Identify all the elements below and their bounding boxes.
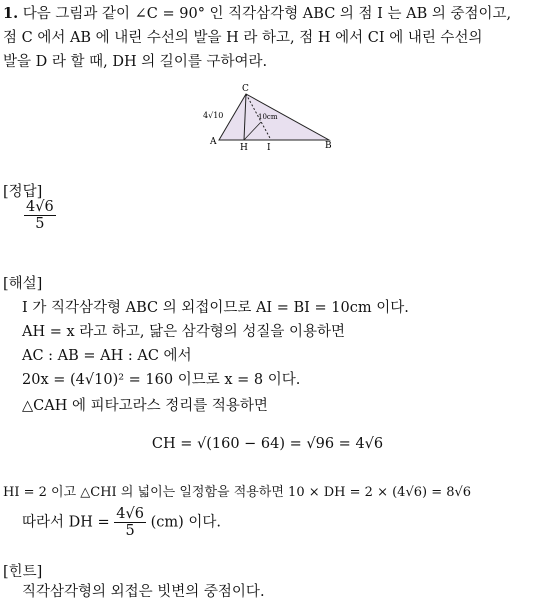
- explanation-line-3: AC : AB = AH : AC 에서: [22, 348, 192, 364]
- label-side-ac: 4√10: [203, 111, 224, 120]
- explanation-line-8: [22, 506, 221, 539]
- explanation-line-7: HI = 2 이고 △CHI 의 넓이는 일정함을 적용하면 10 × DH = 2 × (4√6) = 8√6: [3, 485, 472, 500]
- explanation-conclusion-denominator: 5: [125, 523, 135, 539]
- label-b: B: [325, 141, 332, 151]
- label-h: H: [240, 143, 248, 153]
- problem-text-1: 다음 그림과 같이 ∠C = 90° 인 직각삼각형 ABC 의 점 I 는 AB 의 중점이고,: [22, 6, 512, 22]
- explanation-equation-ch: CH = √(160 − 64) = √96 = 4√6: [151, 436, 384, 452]
- label-i: I: [267, 143, 271, 153]
- hint-heading: [힌트]: [3, 564, 43, 580]
- problem-number: 1.: [3, 5, 19, 22]
- explanation-heading: [해설]: [3, 276, 43, 292]
- explanation-line-2: AH = x 라고 하고, 닮은 삼각형의 성질을 이용하면: [22, 324, 346, 340]
- problem-line-2: 점 C 에서 AB 에 내린 수선의 발을 H 라 하고, 점 H 에서 CI 에 내린 수선의: [3, 30, 483, 46]
- answer-heading: [정답]: [3, 184, 43, 200]
- answer-fraction: [24, 199, 56, 232]
- explanation-line-1: I 가 직각삼각형 ABC 의 외접이므로 AI = BI = 10cm 이다.: [22, 300, 409, 316]
- answer-value: [24, 199, 56, 232]
- hint-text: 직각삼각형의 외접은 빗변의 중점이다.: [22, 584, 265, 600]
- explanation-conclusion-pre: 따라서 DH =: [22, 514, 110, 531]
- explanation-conclusion-numerator: 4√6: [116, 506, 144, 522]
- explanation-conclusion-fraction: [114, 506, 146, 539]
- explanation-line-4: 20x = (4√10)² = 160 이므로 x = 8 이다.: [22, 372, 301, 388]
- label-c: C: [242, 84, 249, 94]
- explanation-line-5: △CAH 에 피타고라스 정리를 적용하면: [22, 398, 268, 414]
- triangle-figure: [195, 82, 340, 154]
- label-side-ci: 10cm: [258, 113, 278, 121]
- explanation-conclusion-post: (cm) 이다.: [150, 514, 222, 531]
- label-a: A: [210, 137, 217, 147]
- problem-line-3: 발을 D 라 할 때, DH 의 길이를 구하여라.: [3, 54, 268, 70]
- answer-denominator: 5: [35, 216, 45, 232]
- answer-numerator: 4√6: [26, 199, 54, 215]
- problem-line-1: [3, 2, 511, 23]
